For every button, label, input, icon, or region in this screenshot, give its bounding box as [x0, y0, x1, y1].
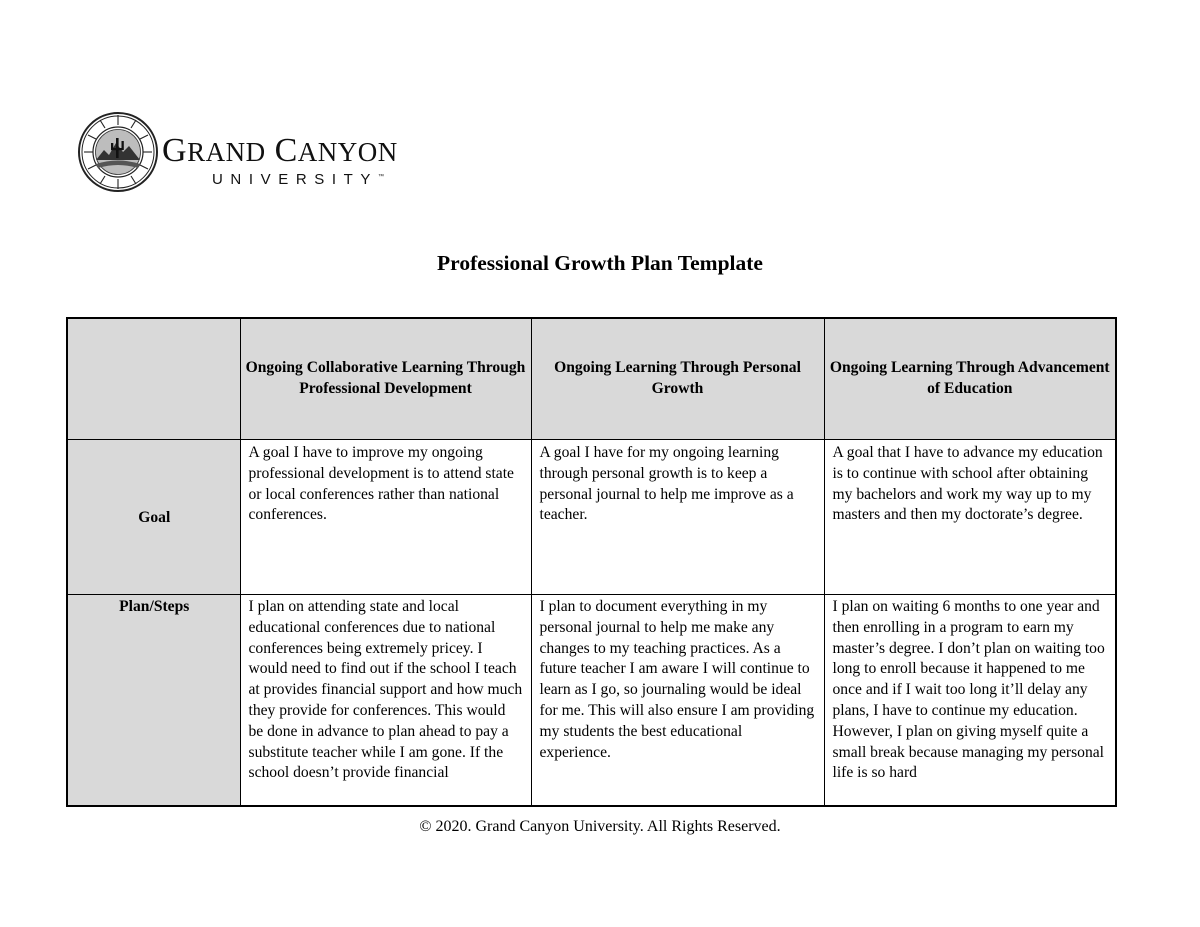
table-cell: A goal I have to improve my ongoing professional development is to attend state or local conferences rather than national conferences. [240, 440, 531, 595]
brand-name: GRAND CANYON [162, 132, 398, 169]
header-cell-empty [67, 318, 240, 440]
header-professional-development: Ongoing Collaborative Learning Through Professional Development [240, 318, 531, 440]
header-personal-growth: Ongoing Learning Through Personal Growth [531, 318, 824, 440]
copyright-footer: © 2020. Grand Canyon University. All Rights Reserved. [419, 818, 781, 835]
table-cell: I plan on attending state and local educational conferences due to national conferences being extremely pricey. I would need to find out if the school I teach at provides financial support and how much they provide for conferences. This would be done in advance to plan ahead to pay a substitute teacher while I am gone. If the school doesn’t provide financial [240, 595, 531, 807]
table-cell: A goal I have for my ongoing learning through personal growth is to keep a personal journal to help me improve as a teacher. [531, 440, 824, 595]
table-header-row [67, 318, 1116, 440]
table-cell: A goal that I have to advance my education is to continue with school after obtaining my bachelors and work my way up to my masters and then my doctorate’s degree. [824, 440, 1116, 595]
growth-plan-table [66, 317, 1117, 807]
header-advancement-of-education: Ongoing Learning Through Advancement of Education [824, 318, 1116, 440]
table-cell: I plan on waiting 6 months to one year and then enrolling in a program to earn my master’s degree. I don’t plan on waiting too long to enroll because it happened to me once and if I wait too long it’ll delay any plans, I have to continue my education. However, I plan on giving myself quite a small break because managing my personal life is so hard [824, 595, 1116, 807]
table-row [67, 440, 1116, 595]
gcu-logo [76, 110, 456, 194]
page-title: Professional Growth Plan Template [437, 251, 763, 275]
table-row [67, 595, 1116, 807]
row-label-plan-steps: Plan/Steps [67, 595, 240, 807]
row-label-goal: Goal [67, 440, 240, 595]
university-seal-icon [76, 110, 160, 194]
brand-subtitle: UNIVERSITY™ [212, 171, 385, 188]
table-cell: I plan to document everything in my personal journal to help me make any changes to my teaching practices. As a future teacher I am aware I will continue to learn as I go, so journaling would be ideal for me. This will also ensure I am providing my students the best educational experience. [531, 595, 824, 807]
